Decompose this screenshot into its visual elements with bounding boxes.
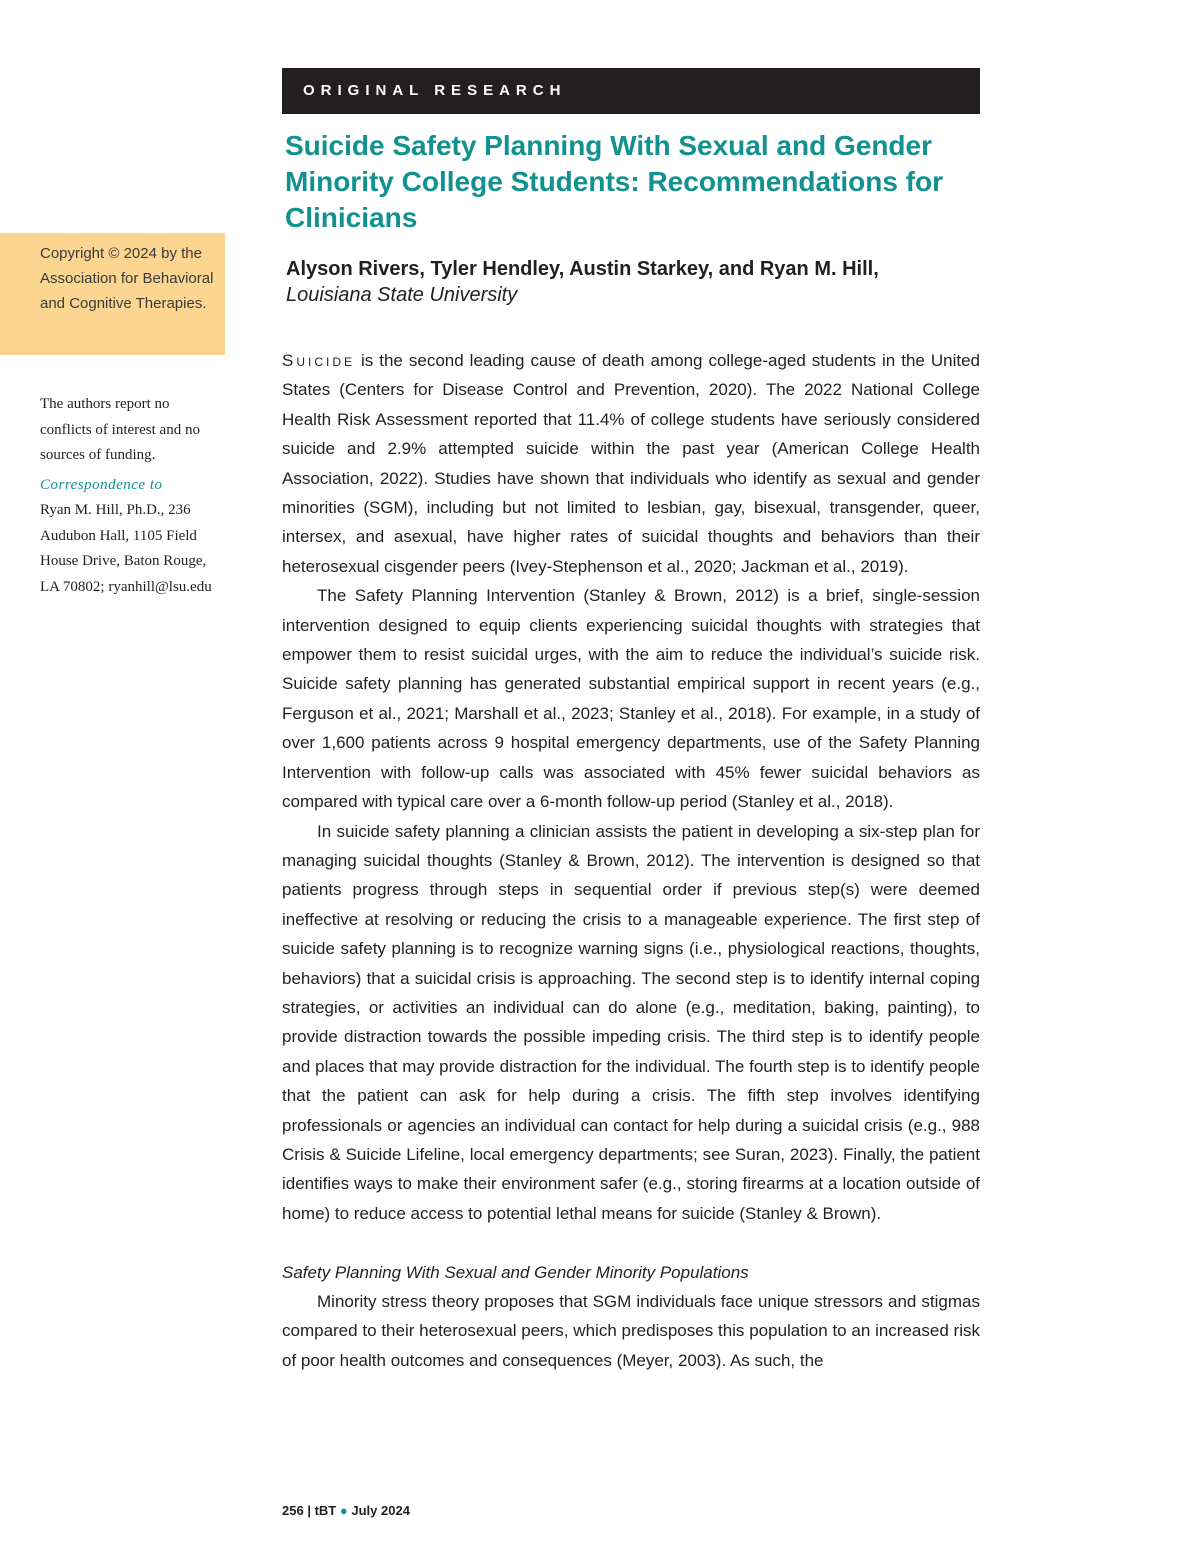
section-subheading: Safety Planning With Sexual and Gender Minority Populations bbox=[282, 1262, 749, 1282]
correspondence-label: Correspondence to bbox=[40, 476, 163, 493]
copyright-notice: Copyright © 2024 by the Association for Behavioral and Cognitive Therapies. bbox=[0, 233, 225, 355]
paragraph-1-text: is the second leading cause of death among college-aged students in the United States (Centers for Disease Control and Prevention, 2020). The 2022 National College Health Risk Assessment reported that 11.4% of college students have seriously considered suicide and 2.9% attempted suicide within the past year (American College Health Association, 2022). Studies have shown that individuals who identify as sexual and gender minorities (SGM), including but not limited to lesbian, gay, bisexual, transgender, queer, intersex, and asexual, have higher rates of suicidal thoughts and behaviors than their heterosexual cisgender peers (Ivey-Stephenson et al., 2020; Jackman et al., 2019). bbox=[282, 351, 980, 576]
paragraph-4: Minority stress theory proposes that SGM individuals face unique stressors and stigmas compared to their heterosexual peers, which predisposes this population to an increased risk of poor health outcomes and consequences (Meyer, 2003). As such, the bbox=[282, 1291, 980, 1370]
bullet-icon: ● bbox=[339, 1503, 348, 1518]
page-footer bbox=[282, 1503, 410, 1518]
paragraph-2: The Safety Planning Intervention (Stanley & Brown, 2012) is a brief, single-session intervention designed to equip clients experiencing suicidal thoughts with strategies that empower them to resist suicidal urges, with the aim to reduce the individual’s suicide risk. Suicide safety planning has generated substantial empirical support in recent years (e.g., Ferguson et al., 2021; Marshall et al., 2023; Stanley et al., 2018). For example, in a study of over 1,600 patients across 9 hospital emergency departments, use of the Safety Planning Intervention with follow-up calls was associated with 45% fewer suicidal behaviors as compared with typical care over a 6-month follow-up period (Stanley et al., 2018). bbox=[282, 586, 980, 812]
section-banner: ORIGINAL RESEARCH bbox=[282, 68, 980, 114]
sidebar-notes bbox=[40, 392, 220, 600]
conflict-disclosure: The authors report no conflicts of interest and no sources of funding. bbox=[40, 396, 200, 463]
author-affiliation: Louisiana State University bbox=[286, 284, 518, 306]
paragraph-1 bbox=[282, 346, 980, 581]
correspondence-address: Ryan M. Hill, Ph.D., 236 Audubon Hall, 1105 Field House Drive, Baton Rouge, LA 70802; ryanhill@lsu.edu bbox=[40, 502, 212, 595]
article-title: Suicide Safety Planning With Sexual and Gender Minority College Students: Recommendations for Clinicians bbox=[285, 130, 944, 233]
article-body bbox=[282, 346, 980, 1375]
footer-separator: | bbox=[307, 1503, 311, 1518]
author-list: Alyson Rivers, Tyler Hendley, Austin Starkey, and Ryan M. Hill, bbox=[286, 258, 879, 280]
issue-date: July 2024 bbox=[351, 1503, 410, 1518]
page-number: 256 bbox=[282, 1503, 304, 1518]
journal-name: tBT bbox=[314, 1503, 337, 1518]
paragraph-3: In suicide safety planning a clinician assists the patient in developing a six-step plan for managing suicidal thoughts (Stanley & Brown, 2012). The intervention is designed so that patients progress through steps in sequential order if previous step(s) were deemed ineffective at resolving or reducing the crisis to a manageable experience. The first step of suicide safety planning is to recognize warning signs (i.e., physiological reactions, thoughts, behaviors) that a suicidal crisis is approaching. The second step is to identify internal coping strategies, or activities an individual can do alone (e.g., meditation, baking, painting), to provide distraction towards the possible impeding crisis. The third step is to identify people and places that may provide distraction for the individual. The fourth step is to identify people that the patient can ask for help during a crisis. The fifth step involves identifying professionals or agencies an individual can contact for help during a suicidal crisis (e.g., 988 Crisis & Suicide Lifeline, local emergency departments; see Suran, 2023). Finally, the patient identifies ways to make their environment safer (e.g., storing firearms at a location outside of home) to reduce access to potential lethal means for suicide (Stanley & Brown). bbox=[282, 821, 980, 1223]
lead-word: Suicide bbox=[282, 351, 356, 370]
